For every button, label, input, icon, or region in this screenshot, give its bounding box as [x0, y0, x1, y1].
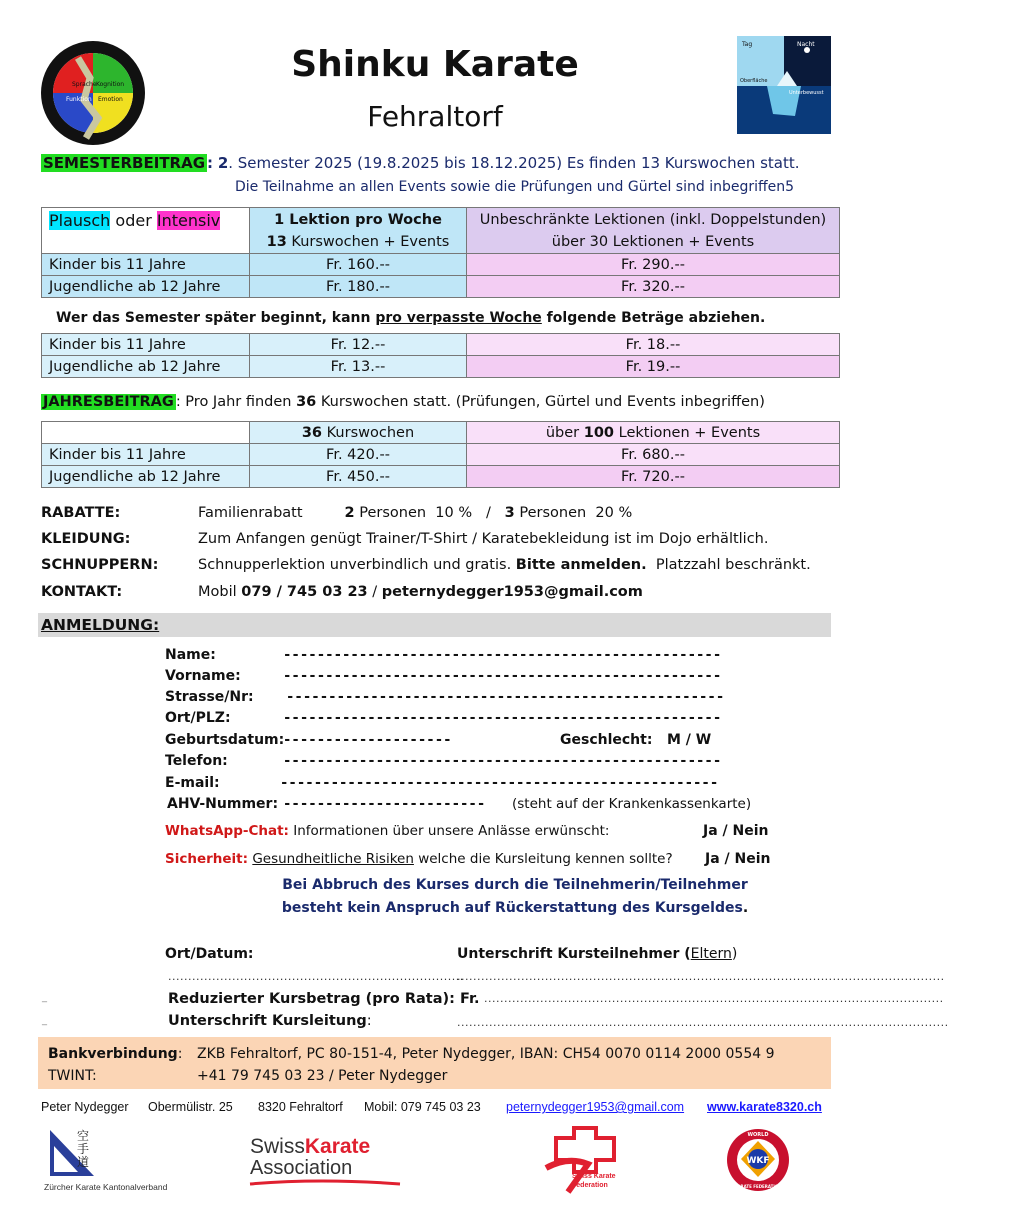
unlimited-title: Unbeschränkte Lektionen (inkl. Doppelstunden): [479, 211, 827, 228]
fee-cell: Fr. 12.--: [250, 334, 467, 356]
late-deduction-table: [41, 333, 840, 378]
annual-weeks-header: [250, 422, 467, 444]
geschlecht-options[interactable]: M / W: [667, 732, 712, 748]
fee-cell: Fr. 160.--: [250, 254, 467, 276]
late-start-underlined: pro verpasste Woche: [375, 310, 542, 326]
bank-key: [48, 1046, 182, 1062]
plausch-label: Plausch: [49, 211, 111, 230]
row-label: Kinder bis 11 Jahre: [42, 334, 250, 356]
zkkv-name: Zürcher Karate Kantonalverband: [44, 1182, 168, 1192]
ahv-label: AHV-Nummer:: [167, 796, 279, 812]
eltern-label: Eltern: [690, 946, 732, 962]
ort-datum-field[interactable]: ..........................................................................: [168, 970, 464, 983]
svg-text:道: 道: [77, 1155, 90, 1169]
annual-lessons-num: 100: [583, 424, 615, 441]
kontakt-value: [198, 584, 643, 600]
annual-lessons-pre: über: [545, 424, 584, 441]
twint-details: +41 79 745 03 23 / Peter Nydegger: [197, 1068, 448, 1084]
footer-email-link[interactable]: peternydegger1953@gmail.com: [506, 1100, 685, 1114]
refund-notice-line2: [0, 900, 1030, 916]
sicherheit-underlined: Gesundheitliche Risiken: [252, 851, 414, 867]
kleidung-key: KLEIDUNG:: [41, 531, 131, 547]
one-lesson-header: [250, 208, 467, 254]
schnuppern-post: Platzzahl beschränkt.: [646, 557, 811, 573]
oder-label: oder: [110, 211, 157, 230]
rabatte-num3: 3: [504, 505, 515, 521]
name-field[interactable]: ----------------------------------------------------: [283, 647, 722, 663]
svg-text:Nacht: Nacht: [797, 41, 815, 48]
rabatte-num2: 2: [344, 505, 355, 521]
twint-label: TWINT:: [48, 1068, 97, 1084]
bank-colon: :: [177, 1046, 183, 1062]
late-start-post: folgende Beträge abziehen.: [541, 310, 766, 326]
semester-line: [41, 154, 800, 172]
schnuppern-value: [198, 557, 811, 573]
svg-text:Oberfläche: Oberfläche: [740, 78, 768, 84]
ahv-note: (steht auf der Krankenkassenkarte): [512, 796, 752, 812]
annual-lessons-header: [467, 422, 840, 444]
sicherheit-label: Sicherheit:: [165, 851, 249, 867]
svg-text:KARATE FEDERATION: KARATE FEDERATION: [734, 1184, 782, 1189]
leader-signature-text: Unterschrift Kursleitung: [168, 1013, 367, 1029]
footer-street: Obermülistr. 25: [148, 1100, 233, 1114]
rabatte-text: Familienrabatt: [198, 505, 303, 521]
svg-text:Sprache: Sprache: [72, 81, 97, 88]
annual-fee-table: [41, 421, 840, 488]
sicherheit-options[interactable]: Ja / Nein: [705, 851, 771, 867]
zkkv-logo: [44, 1126, 174, 1194]
ort-datum-label: Ort/Datum:: [165, 946, 254, 962]
row-label: Kinder bis 11 Jahre: [42, 444, 250, 466]
annual-pre: : Pro Jahr finden: [175, 394, 297, 410]
fee-cell: Fr. 19.--: [467, 356, 840, 378]
page-subtitle: Fehraltorf: [367, 100, 503, 133]
registration-heading: ANMELDUNG:: [41, 616, 160, 634]
kontakt-key: KONTAKT:: [41, 584, 123, 600]
svg-text:Funktion: Funktion: [66, 96, 92, 103]
intensiv-label: Intensiv: [156, 211, 221, 230]
schnuppern-bold: Bitte anmelden.: [515, 557, 647, 573]
row-label: Jugendliche ab 12 Jahre: [42, 466, 250, 488]
skf-line1: Swiss Karate: [572, 1173, 616, 1180]
annual-weeks-text: Kurswochen: [322, 424, 415, 441]
fee-cell: Fr. 180.--: [250, 276, 467, 298]
annual-weeks-num: 36: [301, 424, 323, 441]
leader-signature-label: Unterschrift Kursleitung:: [168, 1013, 372, 1029]
close-paren: ): [731, 946, 738, 962]
participant-signature-text: Unterschrift Kursteilnehmer (: [457, 946, 691, 962]
ska-karate: Karate: [304, 1135, 371, 1158]
fee-cell: Fr. 680.--: [467, 444, 840, 466]
refund-notice-line1: Bei Abbruch des Kurses durch die Teilnehmerin/Teilnehmer: [282, 877, 748, 893]
one-lesson-title: 1 Lektion pro Woche: [274, 211, 442, 228]
annual-line: [41, 394, 765, 410]
vorname-field[interactable]: ----------------------------------------------------: [283, 668, 722, 684]
fee-cell: Fr. 290.--: [467, 254, 840, 276]
participant-signature-field[interactable]: ..........................................................................................................................: [457, 970, 945, 983]
email-label: E-mail:: [165, 775, 220, 791]
annual-post: Kurswochen statt. (Prüfungen, Gürtel und Events inbegriffen): [316, 394, 765, 410]
weeks-text: Kurswochen + Events: [286, 233, 450, 250]
svg-text:手: 手: [77, 1142, 90, 1156]
svg-text:WKF: WKF: [746, 1156, 770, 1166]
whatsapp-label: WhatsApp-Chat:: [165, 823, 289, 839]
semester-number: 2: [217, 154, 229, 172]
svg-text:Unterbewusst: Unterbewusst: [789, 90, 824, 96]
semester-colon: :: [207, 154, 214, 172]
whatsapp-text: Informationen über unsere Anlässe erwünscht:: [288, 823, 610, 839]
rabatte-key: RABATTE:: [41, 505, 121, 521]
strasse-field[interactable]: ----------------------------------------------------: [286, 689, 725, 705]
reduced-fee-label: Reduzierter Kursbetrag (pro Rata): Fr.: [168, 991, 480, 1007]
footer-city: 8320 Fehraltorf: [258, 1100, 343, 1114]
semester-fee-table: [41, 207, 840, 298]
strasse-label: Strasse/Nr:: [165, 689, 254, 705]
geburtsdatum-field[interactable]: --------------------: [283, 732, 452, 748]
margin-mark: _: [42, 1015, 47, 1026]
email-field[interactable]: ----------------------------------------------------: [280, 775, 719, 791]
late-start-note: [56, 310, 765, 326]
reduced-fee-field[interactable]: ...................................................................................................................: [484, 992, 944, 1005]
annual-label: JAHRESBEITRAG: [43, 394, 174, 410]
bank-details: ZKB Fehraltorf, PC 80-151-4, Peter Nydegger, IBAN: CH54 0070 0114 2000 0554 9: [197, 1046, 775, 1062]
footer-website-link[interactable]: www.karate8320.ch: [707, 1100, 822, 1114]
ska-logo: [250, 1136, 410, 1192]
telefon-field[interactable]: ----------------------------------------------------: [283, 753, 722, 769]
row-label: Jugendliche ab 12 Jahre: [42, 276, 250, 298]
telefon-label: Telefon:: [165, 753, 228, 769]
skf-line2: Federation: [572, 1182, 608, 1189]
vorname-label: Vorname:: [165, 668, 241, 684]
wkf-logo: [725, 1127, 791, 1193]
svg-text:Emotion: Emotion: [98, 96, 123, 103]
footer-name: Peter Nydegger: [41, 1100, 129, 1114]
semester-note: Die Teilnahme an allen Events sowie die Prüfungen und Gürtel sind inbegriffen5: [235, 179, 795, 195]
geschlecht-label: Geschlecht:: [560, 732, 653, 748]
fee-cell: Fr. 720.--: [467, 466, 840, 488]
svg-text:Tag: Tag: [742, 41, 753, 48]
footer-mobile: Mobil: 079 745 03 23: [364, 1100, 481, 1114]
svg-text:空: 空: [77, 1129, 90, 1143]
fee-cell: Fr. 320.--: [467, 276, 840, 298]
annual-weeks: 36: [296, 394, 317, 410]
semester-label: SEMESTERBEITRAG: [43, 154, 206, 172]
ort-field[interactable]: ----------------------------------------------------: [283, 710, 722, 726]
sicherheit-line: [165, 851, 673, 867]
margin-mark: _: [42, 992, 47, 1003]
unlimited-subtitle: über 30 Lektionen + Events: [551, 233, 755, 250]
fee-cell: Fr. 13.--: [250, 356, 467, 378]
kleidung-value: Zum Anfangen genügt Trainer/T-Shirt / Karatebekleidung ist im Dojo erhältlich.: [198, 531, 769, 547]
late-start-pre: Wer das Semester später beginnt, kann: [56, 310, 376, 326]
fee-cell: Fr. 420.--: [250, 444, 467, 466]
skf-logo: [538, 1128, 624, 1198]
ska-swiss: Swiss: [250, 1135, 305, 1158]
schnuppern-key: SCHNUPPERN:: [41, 557, 159, 573]
refund-notice-dot: .: [742, 900, 749, 916]
ska-association: Association: [250, 1157, 353, 1179]
kontakt-phone: 079 / 745 03 23: [241, 584, 368, 600]
semester-text: . Semester 2025 (19.8.2025 bis 18.12.2025) Es finden 13 Kurswochen statt.: [228, 154, 800, 172]
rabatte-text3: Personen 20 %: [514, 505, 633, 521]
kontakt-email[interactable]: peternydegger1953@gmail.com: [381, 584, 643, 600]
refund-notice-text: besteht kein Anspruch auf Rückerstattung des Kursgeldes: [281, 900, 743, 916]
rabatte-value: [198, 505, 632, 521]
weeks-count: 13: [266, 233, 287, 250]
svg-text:WORLD: WORLD: [747, 1132, 769, 1138]
fee-cell: Fr. 18.--: [467, 334, 840, 356]
ort-label: Ort/PLZ:: [165, 710, 231, 726]
fee-cell: Fr. 450.--: [250, 466, 467, 488]
row-label: Jugendliche ab 12 Jahre: [42, 356, 250, 378]
page-title: Shinku Karate: [291, 44, 579, 85]
name-label: Name:: [165, 647, 216, 663]
kontakt-pre: Mobil: [198, 584, 242, 600]
schnuppern-text: Schnupperlektion unverbindlich und gratis.: [198, 557, 516, 573]
participant-signature-label: [457, 946, 737, 962]
row-label: Kinder bis 11 Jahre: [42, 254, 250, 276]
ahv-field[interactable]: ------------------------: [283, 796, 486, 812]
whatsapp-options[interactable]: Ja / Nein: [703, 823, 769, 839]
course-type-cell: [42, 208, 250, 254]
sicherheit-text: welche die Kursleitung kennen sollte?: [413, 851, 673, 867]
geburtsdatum-label: Geburtsdatum:: [165, 732, 285, 748]
leader-signature-field[interactable]: ...........................................................................................................................: [457, 1016, 949, 1029]
annual-lessons-text: Lektionen + Events: [614, 424, 761, 441]
bank-label: Bankverbindung: [48, 1046, 178, 1062]
empty-header: [42, 422, 250, 444]
kontakt-sep: /: [367, 584, 382, 600]
whatsapp-line: [165, 823, 609, 839]
rabatte-text2: Personen 10 % /: [354, 505, 505, 521]
svg-text:Kognition: Kognition: [96, 81, 125, 88]
unlimited-header: [467, 208, 840, 254]
